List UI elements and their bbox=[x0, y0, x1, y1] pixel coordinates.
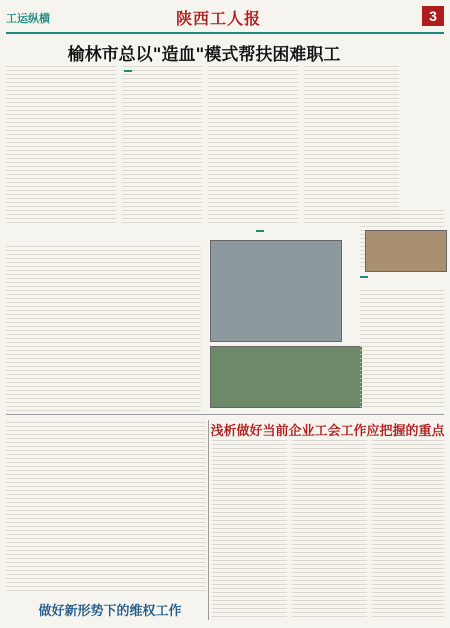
article-column bbox=[6, 422, 206, 592]
vertical-headline bbox=[404, 46, 444, 206]
photo bbox=[210, 346, 362, 408]
masthead bbox=[6, 6, 444, 34]
main-headline: 榆林市总以"造血"模式帮扶困难职工 bbox=[67, 45, 341, 65]
photo bbox=[365, 230, 447, 272]
section-label: 工运纵横 bbox=[6, 13, 50, 25]
box-head bbox=[360, 276, 368, 278]
article-column bbox=[360, 290, 444, 410]
box-head bbox=[256, 230, 264, 232]
article-column bbox=[6, 66, 116, 226]
article-column bbox=[292, 440, 367, 620]
box-head bbox=[124, 70, 132, 72]
article-column bbox=[208, 66, 298, 226]
article-column bbox=[6, 246, 201, 416]
rights-headline: 做好新形势下的维权工作 bbox=[38, 604, 182, 619]
article-column bbox=[304, 66, 399, 226]
photo bbox=[210, 240, 342, 342]
article-column bbox=[212, 440, 287, 620]
column-divider bbox=[208, 420, 209, 620]
article-column bbox=[372, 440, 444, 620]
page-number: 3 bbox=[422, 6, 444, 26]
analysis-headline: 浅析做好当前企业工会工作应把握的重点 bbox=[210, 424, 445, 439]
article-column bbox=[122, 66, 202, 226]
section-divider bbox=[6, 414, 444, 415]
newspaper-logo: 陕西工人报 bbox=[176, 9, 262, 28]
